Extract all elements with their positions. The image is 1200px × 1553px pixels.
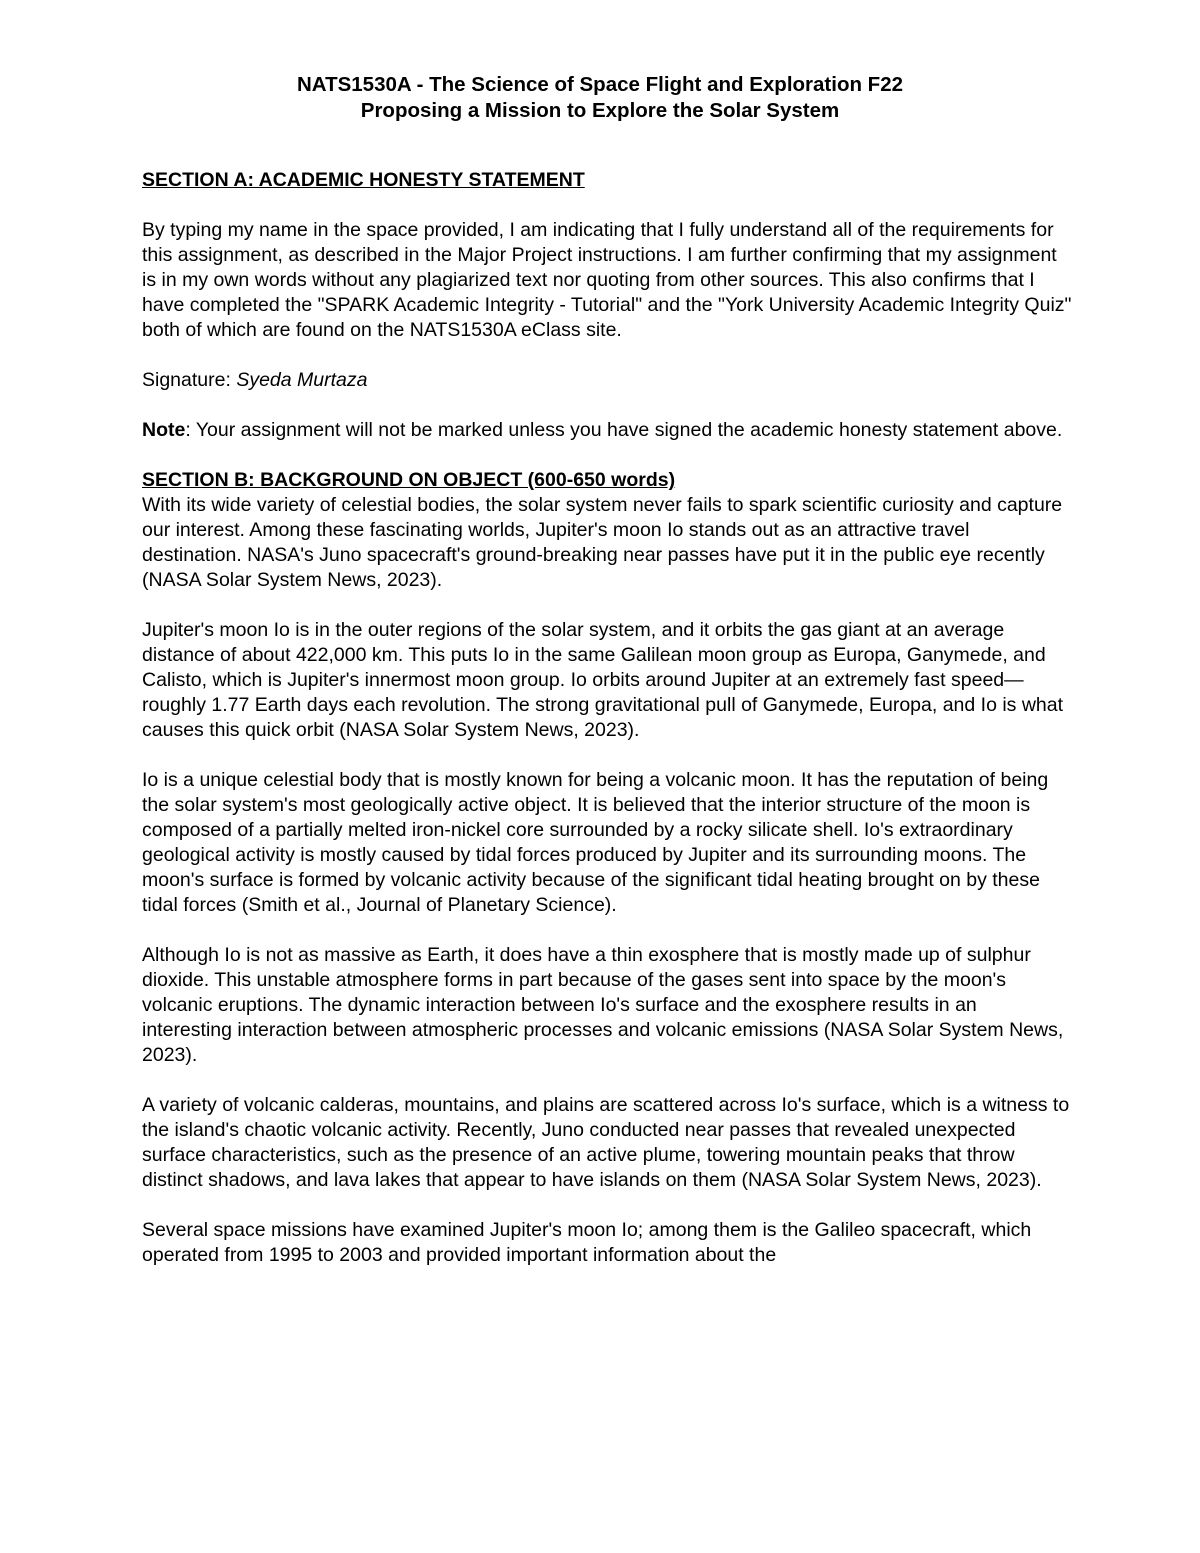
- paragraph-intro: With its wide variety of celestial bodies, the solar system never fails to spark scientific curiosity and capture our interest. Among these fascinating worlds, Jupiter's moon Io stands out as an attractive travel destination. NASA's Juno spacecraft's ground-breaking near passes have put it in the public eye recently (NASA Solar System News, 2023).: [142, 494, 1063, 591]
- paragraph-missions: Several space missions have examined Jupiter's moon Io; among them is the Galileo spacecraft, which operated from 1995 to 2003 and provided important information about the: [142, 1219, 1032, 1266]
- honesty-statement: By typing my name in the space provided, I am indicating that I fully understand all of the requirements for this assignment, as described in the Major Project instructions. I am further confirming that my assignment is in my own words without any plagiarized text nor quoting from other sources. This also confirms that I have completed the "SPARK Academic Integrity - Tutorial" and the "York University Academic Integrity Quiz" both of which are found on the NATS1530A eClass site.: [142, 219, 1072, 341]
- paragraph-volcanic: Io is a unique celestial body that is mostly known for being a volcanic moon. It has the reputation of being the solar system's most geologically active object. It is believed that the interior structure of the moon is composed of a partially melted iron-nickel core surrounded by a rocky silicate shell. Io's extraordinary geological activity is mostly caused by tidal forces produced by Jupiter and its surrounding moons. The moon's surface is formed by volcanic activity because of the significant tidal heating brought on by these tidal forces (Smith et al., Journal of Planetary Science).: [142, 769, 1049, 916]
- signature-line: [142, 368, 1072, 393]
- document-title: [0, 72, 1200, 124]
- paragraph-orbit: Jupiter's moon Io is in the outer regions of the solar system, and it orbits the gas giant at an average distance of about 422,000 km. This puts Io in the same Galilean moon group as Europa, Ganymede, and Calisto, which is Jupiter's innermost moon group. Io orbits around Jupiter at an extremely fast speed—roughly 1.77 Earth days each revolution. The strong gravitational pull of Ganymede, Europa, and Io is what causes this quick orbit (NASA Solar System News, 2023).: [142, 619, 1064, 741]
- section-b-heading: SECTION B: BACKGROUND ON OBJECT (600-650 words): [142, 469, 676, 491]
- section-a-heading: SECTION A: ACADEMIC HONESTY STATEMENT: [142, 169, 585, 191]
- note-paragraph: [142, 418, 1072, 443]
- signature-label: Signature:: [142, 369, 237, 391]
- title-line-1: NATS1530A - The Science of Space Flight and Exploration F22: [296, 73, 904, 96]
- signature-name: Syeda Murtaza: [236, 369, 368, 391]
- document-page: [142, 72, 1072, 1268]
- paragraph-surface: A variety of volcanic calderas, mountains, and plains are scattered across Io's surface, which is a witness to the island's chaotic volcanic activity. Recently, Juno conducted near passes that revealed unexpected surface characteristics, such as the presence of an active plume, towering mountain peaks that throw distinct shadows, and lava lakes that appear to have islands on them (NASA Solar System News, 2023).: [142, 1094, 1070, 1191]
- title-line-2: Proposing a Mission to Explore the Solar System: [360, 99, 840, 122]
- paragraph-exosphere: Although Io is not as massive as Earth, it does have a thin exosphere that is mostly made up of sulphur dioxide. This unstable atmosphere forms in part because of the gases sent into space by the moon's volcanic eruptions. The dynamic interaction between Io's surface and the exosphere results in an interesting interaction between atmospheric processes and volcanic emissions (NASA Solar System News, 2023).: [142, 944, 1064, 1066]
- note-label: Note: [142, 419, 186, 441]
- note-text: : Your assignment will not be marked unless you have signed the academic honesty statement above.: [185, 419, 1063, 441]
